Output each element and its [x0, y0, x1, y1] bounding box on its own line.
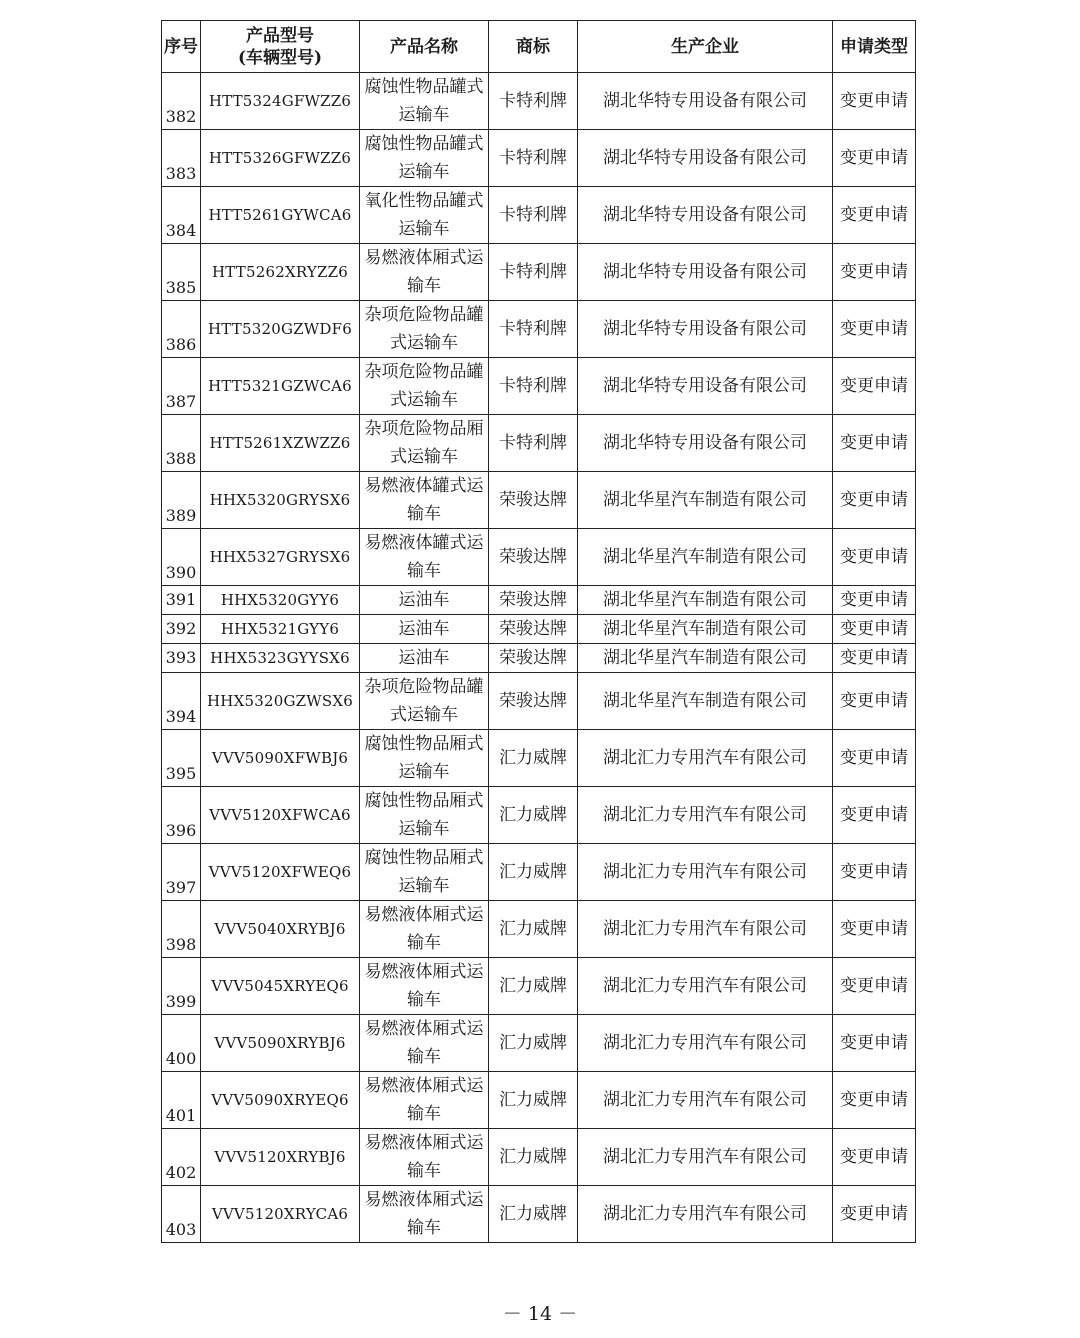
cell-model: HTT5326GFWZZ6 [201, 130, 360, 187]
cell-maker: 湖北华特专用设备有限公司 [578, 415, 833, 472]
cell-maker: 湖北汇力专用汽车有限公司 [578, 958, 833, 1015]
cell-brand: 汇力威牌 [489, 1072, 578, 1129]
cell-name: 易燃液体罐式运输车 [360, 472, 489, 529]
cell-type: 变更申请 [833, 615, 916, 644]
cell-brand: 荣骏达牌 [489, 529, 578, 586]
cell-maker: 湖北华星汽车制造有限公司 [578, 472, 833, 529]
cell-type: 变更申请 [833, 673, 916, 730]
cell-name: 腐蚀性物品厢式运输车 [360, 787, 489, 844]
cell-brand: 汇力威牌 [489, 1129, 578, 1186]
table-row [162, 901, 916, 958]
cell-name: 易燃液体厢式运输车 [360, 1129, 489, 1186]
page-number: － 14 － [502, 1303, 578, 1325]
table-row [162, 529, 916, 586]
header-seq: 序号 [162, 21, 201, 73]
cell-model: HTT5321GZWCA6 [201, 358, 360, 415]
cell-brand: 汇力威牌 [489, 1015, 578, 1072]
cell-seq: 398 [162, 901, 201, 958]
cell-type: 变更申请 [833, 472, 916, 529]
cell-brand: 汇力威牌 [489, 901, 578, 958]
header-maker: 生产企业 [578, 21, 833, 73]
table-row [162, 844, 916, 901]
cell-maker: 湖北华星汽车制造有限公司 [578, 644, 833, 673]
table-row [162, 958, 916, 1015]
cell-maker: 湖北汇力专用汽车有限公司 [578, 730, 833, 787]
cell-model: VVV5090XRYBJ6 [201, 1015, 360, 1072]
cell-maker: 湖北汇力专用汽车有限公司 [578, 844, 833, 901]
cell-maker: 湖北华星汽车制造有限公司 [578, 586, 833, 615]
table-row [162, 787, 916, 844]
cell-brand: 卡特利牌 [489, 130, 578, 187]
cell-brand: 荣骏达牌 [489, 615, 578, 644]
cell-name: 易燃液体厢式运输车 [360, 958, 489, 1015]
table-row [162, 730, 916, 787]
cell-model: VVV5120XFWCA6 [201, 787, 360, 844]
cell-brand: 汇力威牌 [489, 730, 578, 787]
cell-name: 易燃液体厢式运输车 [360, 901, 489, 958]
cell-maker: 湖北汇力专用汽车有限公司 [578, 1015, 833, 1072]
header-model-line1: 产品型号 [246, 25, 314, 46]
cell-type: 变更申请 [833, 1015, 916, 1072]
cell-seq: 401 [162, 1072, 201, 1129]
cell-maker: 湖北华特专用设备有限公司 [578, 130, 833, 187]
cell-name: 易燃液体厢式运输车 [360, 244, 489, 301]
cell-model: VVV5120XFWEQ6 [201, 844, 360, 901]
cell-type: 变更申请 [833, 358, 916, 415]
cell-name: 易燃液体厢式运输车 [360, 1072, 489, 1129]
table-row [162, 244, 916, 301]
cell-seq: 388 [162, 415, 201, 472]
cell-maker: 湖北华特专用设备有限公司 [578, 187, 833, 244]
cell-name: 杂项危险物品厢式运输车 [360, 415, 489, 472]
cell-type: 变更申请 [833, 1129, 916, 1186]
cell-brand: 汇力威牌 [489, 787, 578, 844]
cell-brand: 卡特利牌 [489, 358, 578, 415]
cell-brand: 荣骏达牌 [489, 472, 578, 529]
table-row [162, 415, 916, 472]
table-row [162, 615, 916, 644]
cell-seq: 400 [162, 1015, 201, 1072]
table-header-row [162, 21, 916, 73]
cell-name: 腐蚀性物品厢式运输车 [360, 844, 489, 901]
cell-type: 变更申请 [833, 301, 916, 358]
cell-maker: 湖北华星汽车制造有限公司 [578, 673, 833, 730]
cell-brand: 卡特利牌 [489, 73, 578, 130]
cell-name: 运油车 [360, 586, 489, 615]
cell-seq: 385 [162, 244, 201, 301]
cell-seq: 393 [162, 644, 201, 673]
cell-model: HTT5324GFWZZ6 [201, 73, 360, 130]
cell-type: 变更申请 [833, 1072, 916, 1129]
cell-type: 变更申请 [833, 844, 916, 901]
table-row [162, 586, 916, 615]
cell-seq: 396 [162, 787, 201, 844]
cell-model: VVV5045XRYEQ6 [201, 958, 360, 1015]
cell-type: 变更申请 [833, 586, 916, 615]
cell-name: 易燃液体罐式运输车 [360, 529, 489, 586]
cell-type: 变更申请 [833, 73, 916, 130]
cell-maker: 湖北华特专用设备有限公司 [578, 244, 833, 301]
cell-seq: 389 [162, 472, 201, 529]
table-row [162, 644, 916, 673]
cell-name: 易燃液体厢式运输车 [360, 1186, 489, 1243]
cell-brand: 荣骏达牌 [489, 644, 578, 673]
header-model [201, 21, 360, 73]
cell-seq: 391 [162, 586, 201, 615]
table-row [162, 472, 916, 529]
cell-model: VVV5090XFWBJ6 [201, 730, 360, 787]
cell-model: VVV5090XRYEQ6 [201, 1072, 360, 1129]
cell-brand: 卡特利牌 [489, 244, 578, 301]
header-type: 申请类型 [833, 21, 916, 73]
cell-seq: 402 [162, 1129, 201, 1186]
cell-model: VVV5120XRYBJ6 [201, 1129, 360, 1186]
table-body [162, 73, 916, 1243]
cell-name: 运油车 [360, 644, 489, 673]
cell-model: HHX5320GYY6 [201, 586, 360, 615]
cell-model: HHX5320GZWSX6 [201, 673, 360, 730]
cell-maker: 湖北华特专用设备有限公司 [578, 358, 833, 415]
cell-seq: 395 [162, 730, 201, 787]
cell-seq: 384 [162, 187, 201, 244]
vehicle-product-table [161, 20, 916, 1243]
cell-name: 运油车 [360, 615, 489, 644]
cell-brand: 汇力威牌 [489, 958, 578, 1015]
cell-brand: 卡特利牌 [489, 187, 578, 244]
cell-model: HHX5320GRYSX6 [201, 472, 360, 529]
cell-name: 氧化性物品罐式运输车 [360, 187, 489, 244]
header-brand: 商标 [489, 21, 578, 73]
header-name: 产品名称 [360, 21, 489, 73]
cell-type: 变更申请 [833, 130, 916, 187]
cell-seq: 390 [162, 529, 201, 586]
cell-name: 杂项危险物品罐式运输车 [360, 673, 489, 730]
cell-maker: 湖北华特专用设备有限公司 [578, 301, 833, 358]
cell-model: HHX5327GRYSX6 [201, 529, 360, 586]
cell-seq: 386 [162, 301, 201, 358]
cell-maker: 湖北汇力专用汽车有限公司 [578, 1129, 833, 1186]
cell-model: VVV5120XRYCA6 [201, 1186, 360, 1243]
cell-type: 变更申请 [833, 1186, 916, 1243]
cell-model: HHX5323GYYSX6 [201, 644, 360, 673]
cell-type: 变更申请 [833, 787, 916, 844]
cell-maker: 湖北汇力专用汽车有限公司 [578, 1072, 833, 1129]
cell-name: 腐蚀性物品罐式运输车 [360, 73, 489, 130]
table-row [162, 358, 916, 415]
cell-brand: 汇力威牌 [489, 1186, 578, 1243]
cell-name: 易燃液体厢式运输车 [360, 1015, 489, 1072]
table-row [162, 301, 916, 358]
cell-seq: 392 [162, 615, 201, 644]
cell-name: 杂项危险物品罐式运输车 [360, 301, 489, 358]
cell-seq: 397 [162, 844, 201, 901]
cell-model: HTT5262XRYZZ6 [201, 244, 360, 301]
cell-brand: 卡特利牌 [489, 415, 578, 472]
cell-seq: 394 [162, 673, 201, 730]
table-row [162, 187, 916, 244]
header-model-line2: (车辆型号) [237, 47, 323, 68]
table-row [162, 1015, 916, 1072]
cell-name: 腐蚀性物品罐式运输车 [360, 130, 489, 187]
cell-maker: 湖北汇力专用汽车有限公司 [578, 901, 833, 958]
cell-seq: 403 [162, 1186, 201, 1243]
cell-name: 杂项危险物品罐式运输车 [360, 358, 489, 415]
cell-seq: 399 [162, 958, 201, 1015]
table-row [162, 73, 916, 130]
cell-name: 腐蚀性物品厢式运输车 [360, 730, 489, 787]
cell-model: HTT5261GYWCA6 [201, 187, 360, 244]
cell-maker: 湖北汇力专用汽车有限公司 [578, 1186, 833, 1243]
table-row [162, 673, 916, 730]
cell-type: 变更申请 [833, 244, 916, 301]
cell-brand: 荣骏达牌 [489, 586, 578, 615]
cell-model: HTT5261XZWZZ6 [201, 415, 360, 472]
cell-maker: 湖北华星汽车制造有限公司 [578, 615, 833, 644]
cell-type: 变更申请 [833, 730, 916, 787]
cell-type: 变更申请 [833, 901, 916, 958]
cell-model: HHX5321GYY6 [201, 615, 360, 644]
cell-maker: 湖北华特专用设备有限公司 [578, 73, 833, 130]
table-row [162, 1186, 916, 1243]
cell-type: 变更申请 [833, 187, 916, 244]
cell-model: HTT5320GZWDF6 [201, 301, 360, 358]
cell-seq: 383 [162, 130, 201, 187]
cell-type: 变更申请 [833, 529, 916, 586]
table-row [162, 1072, 916, 1129]
cell-type: 变更申请 [833, 415, 916, 472]
cell-type: 变更申请 [833, 644, 916, 673]
table-row [162, 1129, 916, 1186]
cell-seq: 382 [162, 73, 201, 130]
cell-brand: 荣骏达牌 [489, 673, 578, 730]
cell-maker: 湖北汇力专用汽车有限公司 [578, 787, 833, 844]
cell-maker: 湖北华星汽车制造有限公司 [578, 529, 833, 586]
cell-seq: 387 [162, 358, 201, 415]
cell-brand: 汇力威牌 [489, 844, 578, 901]
table-row [162, 130, 916, 187]
cell-brand: 卡特利牌 [489, 301, 578, 358]
cell-type: 变更申请 [833, 958, 916, 1015]
cell-model: VVV5040XRYBJ6 [201, 901, 360, 958]
